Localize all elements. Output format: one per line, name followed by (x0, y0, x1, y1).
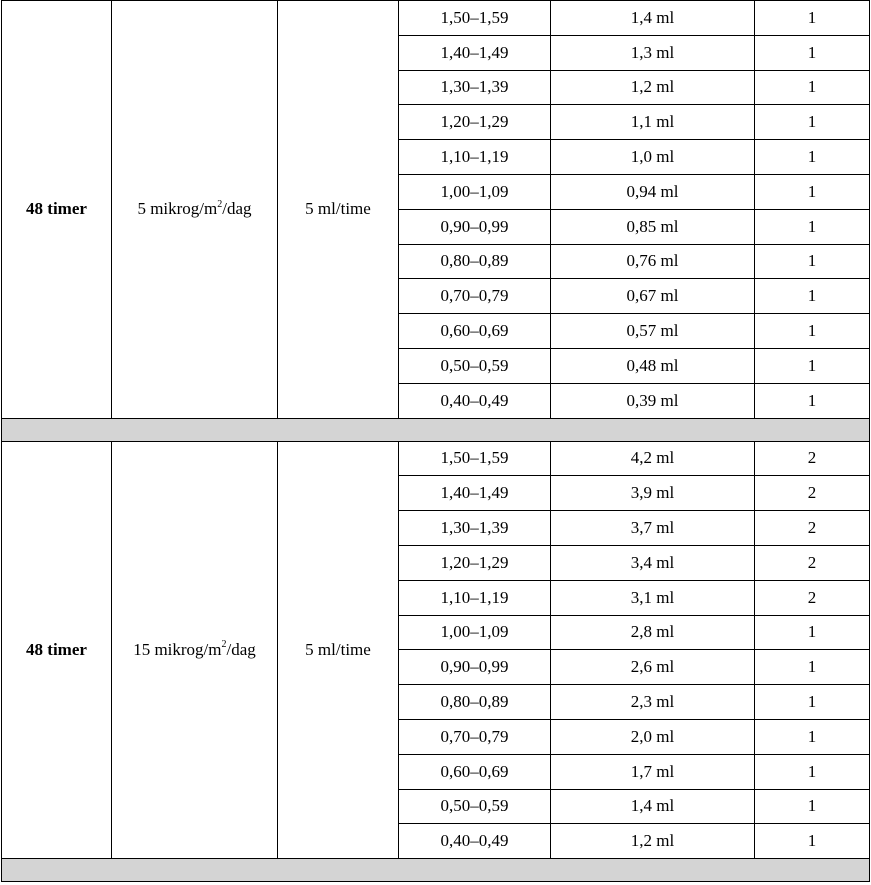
table-row (2, 1, 870, 36)
vial-count-cell: 2 (755, 476, 870, 511)
volume-cell: 0,76 ml (551, 244, 755, 279)
bsa-range-cell: 1,40–1,49 (399, 35, 551, 70)
bsa-range-cell: 0,90–0,99 (399, 209, 551, 244)
bsa-range-cell: 0,50–0,59 (399, 348, 551, 383)
vial-count-cell: 1 (755, 314, 870, 349)
volume-cell: 1,2 ml (551, 70, 755, 105)
dose-value: 15 mikrog/m (133, 639, 222, 659)
bsa-range-cell: 1,50–1,59 (399, 1, 551, 36)
volume-cell: 1,0 ml (551, 140, 755, 175)
vial-count-cell: 2 (755, 511, 870, 546)
vial-count-cell: 1 (755, 383, 870, 418)
volume-cell: 0,57 ml (551, 314, 755, 349)
bsa-range-cell: 1,20–1,29 (399, 105, 551, 140)
vial-count-cell: 1 (755, 279, 870, 314)
bsa-range-cell: 0,40–0,49 (399, 383, 551, 418)
dose-value: 5 mikrog/m (137, 199, 218, 219)
dose-cell (112, 1, 278, 419)
volume-cell: 1,3 ml (551, 35, 755, 70)
bsa-range-cell: 0,70–0,79 (399, 279, 551, 314)
separator-row (2, 859, 870, 882)
vial-count-cell: 1 (755, 685, 870, 720)
bsa-range-cell: 0,40–0,49 (399, 824, 551, 859)
vial-count-cell: 2 (755, 441, 870, 476)
dosing-table-body (2, 1, 870, 882)
vial-count-cell: 1 (755, 824, 870, 859)
volume-cell: 3,9 ml (551, 476, 755, 511)
separator-row (2, 418, 870, 441)
separator-cell (2, 418, 870, 441)
volume-cell: 0,39 ml (551, 383, 755, 418)
vial-count-cell: 1 (755, 1, 870, 36)
vial-count-cell: 1 (755, 35, 870, 70)
volume-cell: 3,1 ml (551, 580, 755, 615)
bsa-range-cell: 1,10–1,19 (399, 140, 551, 175)
dose-exponent: 2 (217, 198, 223, 210)
volume-cell: 3,4 ml (551, 545, 755, 580)
volume-cell: 2,0 ml (551, 719, 755, 754)
volume-cell: 4,2 ml (551, 441, 755, 476)
volume-cell: 1,2 ml (551, 824, 755, 859)
volume-cell: 1,4 ml (551, 789, 755, 824)
bsa-range-cell: 1,30–1,39 (399, 511, 551, 546)
bsa-range-cell: 0,70–0,79 (399, 719, 551, 754)
vial-count-cell: 1 (755, 789, 870, 824)
dosing-table (1, 0, 870, 882)
vial-count-cell: 1 (755, 719, 870, 754)
bsa-range-cell: 0,50–0,59 (399, 789, 551, 824)
vial-count-cell: 1 (755, 174, 870, 209)
volume-cell: 1,1 ml (551, 105, 755, 140)
bsa-range-cell: 1,20–1,29 (399, 545, 551, 580)
separator-cell (2, 859, 870, 882)
bsa-range-cell: 1,00–1,09 (399, 174, 551, 209)
vial-count-cell: 1 (755, 244, 870, 279)
bsa-range-cell: 0,60–0,69 (399, 754, 551, 789)
vial-count-cell: 2 (755, 545, 870, 580)
volume-cell: 2,6 ml (551, 650, 755, 685)
vial-count-cell: 1 (755, 209, 870, 244)
duration-cell: 48 timer (2, 1, 112, 419)
infusion-rate-cell: 5 ml/time (278, 1, 399, 419)
infusion-rate-cell: 5 ml/time (278, 441, 399, 859)
vial-count-cell: 1 (755, 105, 870, 140)
volume-cell: 0,67 ml (551, 279, 755, 314)
volume-cell: 3,7 ml (551, 511, 755, 546)
bsa-range-cell: 0,80–0,89 (399, 244, 551, 279)
volume-cell: 1,7 ml (551, 754, 755, 789)
volume-cell: 1,4 ml (551, 1, 755, 36)
bsa-range-cell: 1,50–1,59 (399, 441, 551, 476)
dose-unit-suffix: /dag (226, 639, 256, 659)
bsa-range-cell: 1,30–1,39 (399, 70, 551, 105)
vial-count-cell: 1 (755, 140, 870, 175)
volume-cell: 0,94 ml (551, 174, 755, 209)
volume-cell: 2,3 ml (551, 685, 755, 720)
dose-exponent: 2 (221, 639, 227, 651)
vial-count-cell: 2 (755, 580, 870, 615)
bsa-range-cell: 0,80–0,89 (399, 685, 551, 720)
bsa-range-cell: 1,00–1,09 (399, 615, 551, 650)
vial-count-cell: 1 (755, 348, 870, 383)
dose-unit-suffix: /dag (222, 199, 252, 219)
vial-count-cell: 1 (755, 615, 870, 650)
bsa-range-cell: 0,60–0,69 (399, 314, 551, 349)
vial-count-cell: 1 (755, 650, 870, 685)
table-row (2, 441, 870, 476)
bsa-range-cell: 1,40–1,49 (399, 476, 551, 511)
bsa-range-cell: 0,90–0,99 (399, 650, 551, 685)
volume-cell: 2,8 ml (551, 615, 755, 650)
vial-count-cell: 1 (755, 754, 870, 789)
bsa-range-cell: 1,10–1,19 (399, 580, 551, 615)
vial-count-cell: 1 (755, 70, 870, 105)
volume-cell: 0,85 ml (551, 209, 755, 244)
volume-cell: 0,48 ml (551, 348, 755, 383)
duration-cell: 48 timer (2, 441, 112, 859)
dose-cell (112, 441, 278, 859)
